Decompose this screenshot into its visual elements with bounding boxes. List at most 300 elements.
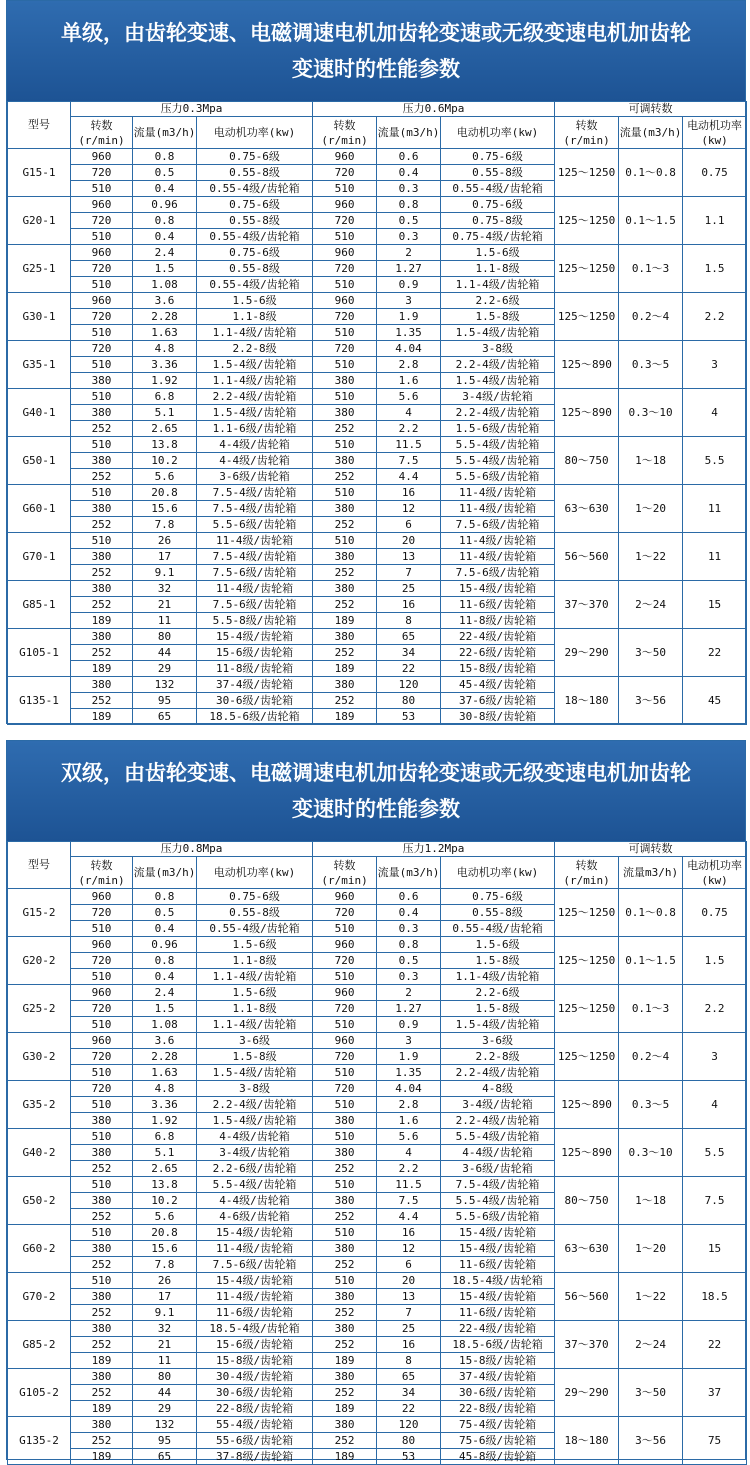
speed-cell: 380	[71, 501, 133, 517]
speed-cell: 510	[71, 969, 133, 985]
speed-cell: 960	[71, 937, 133, 953]
speed-cell: 189	[71, 709, 133, 725]
flow-cell: 95	[133, 693, 197, 709]
adj-flow-cell: 2～24	[619, 581, 683, 629]
table-row	[8, 1273, 747, 1289]
speed-cell: 960	[313, 197, 377, 213]
speed-cell: 252	[313, 693, 377, 709]
speed-cell: 252	[313, 1209, 377, 1225]
speed-cell: 960	[313, 1033, 377, 1049]
flow-cell: 0.4	[133, 921, 197, 937]
flow-cell: 20.8	[133, 485, 197, 501]
power-cell: 0.75-6级	[197, 245, 313, 261]
power-cell: 15-6级/齿轮箱	[197, 1337, 313, 1353]
flow-cell: 21	[133, 597, 197, 613]
power-cell: 3-6级/齿轮箱	[441, 1161, 555, 1177]
single-stage-panel	[6, 0, 746, 724]
flow-cell: 11	[133, 1353, 197, 1369]
flow-cell: 22	[377, 1401, 441, 1417]
table-row	[8, 389, 747, 405]
double-stage-body	[8, 889, 747, 1465]
speed-cell: 960	[313, 985, 377, 1001]
speed-cell: 510	[313, 485, 377, 501]
adj-flow-cell: 0.1～1.5	[619, 937, 683, 985]
header-flow: 流量(m3/h)	[133, 857, 197, 889]
power-cell: 2.2-6级/齿轮箱	[197, 1161, 313, 1177]
flow-cell: 1.08	[133, 1017, 197, 1033]
speed-cell: 380	[71, 405, 133, 421]
power-cell: 4-4级/齿轮箱	[197, 1193, 313, 1209]
speed-cell: 380	[71, 629, 133, 645]
power-cell: 2.2-4级/齿轮箱	[441, 405, 555, 421]
adj-flow-cell: 3～50	[619, 629, 683, 677]
power-cell: 2.2-8级	[197, 341, 313, 357]
table-row	[8, 1129, 747, 1145]
header-power: 电动机功率(kw)	[197, 117, 313, 149]
speed-cell: 380	[313, 1417, 377, 1433]
speed-cell: 720	[71, 261, 133, 277]
header-group-3: 可调转数	[555, 102, 747, 117]
adj-power-cell: 15	[683, 1225, 747, 1273]
power-cell: 22-4级/齿轮箱	[441, 629, 555, 645]
flow-cell: 16	[377, 1337, 441, 1353]
flow-cell: 5.6	[377, 389, 441, 405]
speed-cell: 960	[71, 149, 133, 165]
table-row	[8, 1081, 747, 1097]
speed-cell: 510	[313, 229, 377, 245]
power-cell: 0.55-8级	[197, 905, 313, 921]
model-cell: G60-2	[8, 1225, 71, 1273]
flow-cell: 20.8	[133, 1225, 197, 1241]
header-adj-flow: 流量m3/h)	[619, 857, 683, 889]
adj-flow-cell: 0.3～10	[619, 1129, 683, 1177]
flow-cell: 25	[377, 581, 441, 597]
power-cell: 55-4级/齿轮箱	[197, 1417, 313, 1433]
adj-flow-cell: 0.2～4	[619, 1033, 683, 1081]
table-row	[8, 149, 747, 165]
flow-cell: 80	[133, 629, 197, 645]
double-stage-panel	[6, 740, 746, 1463]
speed-cell: 960	[71, 1033, 133, 1049]
power-cell: 3-4级/齿轮箱	[441, 1097, 555, 1113]
speed-cell: 189	[313, 709, 377, 725]
table-row	[8, 437, 747, 453]
flow-cell: 3	[377, 293, 441, 309]
adj-power-cell: 5.5	[683, 437, 747, 485]
power-cell: 3-4级/齿轮箱	[197, 1145, 313, 1161]
speed-cell: 510	[313, 357, 377, 373]
speed-cell: 960	[71, 245, 133, 261]
flow-cell: 4.8	[133, 1081, 197, 1097]
table-row	[8, 1321, 747, 1337]
power-cell: 2.2-4级/齿轮箱	[197, 389, 313, 405]
adj-power-cell: 22	[683, 629, 747, 677]
speed-cell: 510	[313, 1177, 377, 1193]
header-speed: 转数(r/min)	[313, 857, 377, 889]
title-line-2: 变速时的性能参数	[292, 57, 460, 81]
power-cell: 1.5-6级	[197, 293, 313, 309]
speed-cell: 510	[313, 533, 377, 549]
power-cell: 18.5-4级/齿轮箱	[197, 1321, 313, 1337]
flow-cell: 0.6	[377, 149, 441, 165]
speed-cell: 252	[71, 597, 133, 613]
flow-cell: 11.5	[377, 1177, 441, 1193]
power-cell: 0.75-6级	[441, 197, 555, 213]
header-flow: 流量(m3/h)	[377, 117, 441, 149]
power-cell: 1.1-4级/齿轮箱	[441, 969, 555, 985]
power-cell: 45-4级/齿轮箱	[441, 677, 555, 693]
speed-cell: 252	[313, 1161, 377, 1177]
speed-cell: 380	[313, 1289, 377, 1305]
adj-speed-cell: 125～1250	[555, 985, 619, 1033]
speed-cell: 252	[71, 421, 133, 437]
table-row	[8, 485, 747, 501]
speed-cell: 510	[313, 437, 377, 453]
power-cell: 4-4级/齿轮箱	[197, 453, 313, 469]
speed-cell: 189	[71, 1401, 133, 1417]
header-adj-speed: 转数(r/min)	[555, 857, 619, 889]
header-group-1: 压力0.3Mpa	[71, 102, 313, 117]
speed-cell: 510	[71, 533, 133, 549]
flow-cell: 95	[133, 1433, 197, 1449]
header-power: 电动机功率(kw)	[441, 857, 555, 889]
adj-power-cell: 45	[683, 677, 747, 725]
adj-flow-cell: 0.1～3	[619, 985, 683, 1033]
speed-cell: 252	[313, 565, 377, 581]
adj-speed-cell: 125～1250	[555, 937, 619, 985]
adj-flow-cell: 0.1～0.8	[619, 149, 683, 197]
speed-cell: 720	[71, 165, 133, 181]
model-cell: G20-2	[8, 937, 71, 985]
flow-cell: 0.8	[377, 197, 441, 213]
flow-cell: 0.5	[377, 953, 441, 969]
adj-flow-cell: 0.1～1.5	[619, 197, 683, 245]
speed-cell: 720	[313, 341, 377, 357]
power-cell: 30-6级/齿轮箱	[197, 693, 313, 709]
adj-flow-cell: 0.2～4	[619, 293, 683, 341]
flow-cell: 13	[377, 1289, 441, 1305]
power-cell: 30-8级/齿轮箱	[441, 709, 555, 725]
adj-power-cell: 1.5	[683, 245, 747, 293]
speed-cell: 510	[313, 389, 377, 405]
adj-speed-cell: 125～890	[555, 341, 619, 389]
flow-cell: 5.1	[133, 1145, 197, 1161]
adj-power-cell: 15	[683, 581, 747, 629]
adj-speed-cell: 18～180	[555, 1417, 619, 1465]
flow-cell: 4	[377, 1145, 441, 1161]
table-row	[8, 1033, 747, 1049]
model-cell: G40-2	[8, 1129, 71, 1177]
adj-speed-cell: 80～750	[555, 437, 619, 485]
power-cell: 1.5-4级/齿轮箱	[197, 1065, 313, 1081]
power-cell: 0.75-6级	[197, 889, 313, 905]
table-row	[8, 197, 747, 213]
speed-cell: 720	[313, 1049, 377, 1065]
flow-cell: 65	[133, 1449, 197, 1465]
power-cell: 0.75-4级/齿轮箱	[441, 229, 555, 245]
header-power: 电动机功率(kw)	[441, 117, 555, 149]
flow-cell: 0.3	[377, 229, 441, 245]
flow-cell: 53	[377, 1449, 441, 1465]
power-cell: 3-6级	[197, 1033, 313, 1049]
speed-cell: 252	[313, 1305, 377, 1321]
speed-cell: 252	[71, 645, 133, 661]
power-cell: 11-4级/齿轮箱	[441, 533, 555, 549]
speed-cell: 380	[71, 453, 133, 469]
speed-cell: 510	[71, 357, 133, 373]
speed-cell: 510	[71, 1065, 133, 1081]
flow-cell: 3.36	[133, 357, 197, 373]
model-cell: G50-2	[8, 1177, 71, 1225]
flow-cell: 12	[377, 1241, 441, 1257]
power-cell: 7.5-4级/齿轮箱	[197, 549, 313, 565]
flow-cell: 80	[377, 693, 441, 709]
flow-cell: 0.96	[133, 937, 197, 953]
table-row	[8, 533, 747, 549]
flow-cell: 29	[133, 661, 197, 677]
speed-cell: 720	[71, 309, 133, 325]
adj-speed-cell: 37～370	[555, 581, 619, 629]
speed-cell: 720	[71, 213, 133, 229]
speed-cell: 189	[313, 1353, 377, 1369]
speed-cell: 510	[71, 437, 133, 453]
flow-cell: 7	[377, 565, 441, 581]
speed-cell: 380	[313, 1369, 377, 1385]
flow-cell: 0.3	[377, 181, 441, 197]
power-cell: 37-4级/齿轮箱	[197, 677, 313, 693]
speed-cell: 380	[313, 629, 377, 645]
flow-cell: 53	[377, 709, 441, 725]
power-cell: 7.5-6级/齿轮箱	[197, 1257, 313, 1273]
model-cell: G85-2	[8, 1321, 71, 1369]
power-cell: 1.5-4级/齿轮箱	[197, 1113, 313, 1129]
power-cell: 3-4级/齿轮箱	[441, 389, 555, 405]
speed-cell: 380	[313, 1145, 377, 1161]
power-cell: 15-4级/齿轮箱	[197, 1273, 313, 1289]
adj-power-cell: 4	[683, 1081, 747, 1129]
flow-cell: 4.8	[133, 341, 197, 357]
header-flow: 流量(m3/h)	[377, 857, 441, 889]
adj-speed-cell: 56～560	[555, 1273, 619, 1321]
speed-cell: 510	[313, 277, 377, 293]
flow-cell: 2.2	[377, 421, 441, 437]
flow-cell: 2.2	[377, 1161, 441, 1177]
table-row	[8, 293, 747, 309]
flow-cell: 0.4	[377, 165, 441, 181]
table-row	[8, 985, 747, 1001]
flow-cell: 8	[377, 613, 441, 629]
flow-cell: 0.8	[133, 889, 197, 905]
table-row	[8, 1369, 747, 1385]
speed-cell: 720	[71, 1081, 133, 1097]
power-cell: 1.5-4级/齿轮箱	[441, 1017, 555, 1033]
speed-cell: 252	[313, 1433, 377, 1449]
flow-cell: 5.6	[133, 1209, 197, 1225]
adj-speed-cell: 29～290	[555, 629, 619, 677]
model-cell: G50-1	[8, 437, 71, 485]
power-cell: 22-8级/齿轮箱	[197, 1401, 313, 1417]
speed-cell: 510	[71, 1017, 133, 1033]
power-cell: 5.5-4级/齿轮箱	[441, 453, 555, 469]
power-cell: 1.1-8级	[197, 309, 313, 325]
power-cell: 5.5-6级/齿轮箱	[441, 1209, 555, 1225]
power-cell: 18.5-6级/齿轮箱	[441, 1337, 555, 1353]
power-cell: 1.5-8级	[441, 309, 555, 325]
power-cell: 11-4级/齿轮箱	[197, 1241, 313, 1257]
power-cell: 75-6级/齿轮箱	[441, 1433, 555, 1449]
flow-cell: 0.5	[133, 165, 197, 181]
speed-cell: 189	[313, 613, 377, 629]
power-cell: 11-4级/齿轮箱	[197, 581, 313, 597]
speed-cell: 510	[313, 969, 377, 985]
power-cell: 1.5-8级	[441, 1001, 555, 1017]
flow-cell: 2.65	[133, 421, 197, 437]
power-cell: 1.1-8级	[197, 953, 313, 969]
power-cell: 11-4级/齿轮箱	[441, 501, 555, 517]
power-cell: 1.5-6级	[441, 937, 555, 953]
speed-cell: 510	[71, 325, 133, 341]
adj-speed-cell: 29～290	[555, 1369, 619, 1417]
adj-power-cell: 0.75	[683, 889, 747, 937]
speed-cell: 960	[71, 197, 133, 213]
power-cell: 1.5-8级	[197, 1049, 313, 1065]
power-cell: 1.1-4级/齿轮箱	[197, 325, 313, 341]
adj-speed-cell: 125～1250	[555, 293, 619, 341]
adj-power-cell: 2.2	[683, 293, 747, 341]
flow-cell: 1.35	[377, 1065, 441, 1081]
adj-power-cell: 37	[683, 1369, 747, 1417]
flow-cell: 4	[377, 405, 441, 421]
power-cell: 1.5-6级/齿轮箱	[441, 421, 555, 437]
power-cell: 1.1-4级/齿轮箱	[197, 373, 313, 389]
speed-cell: 189	[71, 1353, 133, 1369]
power-cell: 11-6级/齿轮箱	[441, 1305, 555, 1321]
adj-power-cell: 11	[683, 485, 747, 533]
power-cell: 7.5-6级/齿轮箱	[197, 565, 313, 581]
speed-cell: 252	[71, 1337, 133, 1353]
model-cell: G15-1	[8, 149, 71, 197]
power-cell: 15-4级/齿轮箱	[441, 1241, 555, 1257]
power-cell: 4-4级/齿轮箱	[197, 437, 313, 453]
flow-cell: 5.6	[133, 469, 197, 485]
speed-cell: 252	[71, 1257, 133, 1273]
adj-flow-cell: 1～20	[619, 485, 683, 533]
flow-cell: 120	[377, 677, 441, 693]
header-flow: 流量(m3/h)	[133, 117, 197, 149]
power-cell: 15-4级/齿轮箱	[441, 1225, 555, 1241]
speed-cell: 720	[71, 905, 133, 921]
model-cell: G40-1	[8, 389, 71, 437]
table-row	[8, 581, 747, 597]
flow-cell: 7.8	[133, 1257, 197, 1273]
adj-flow-cell: 0.1～3	[619, 245, 683, 293]
speed-cell: 252	[71, 517, 133, 533]
power-cell: 1.1-6级/齿轮箱	[197, 421, 313, 437]
power-cell: 3-6级	[441, 1033, 555, 1049]
adj-speed-cell: 125～890	[555, 1129, 619, 1177]
adj-speed-cell: 37～370	[555, 1321, 619, 1369]
power-cell: 1.1-4级/齿轮箱	[197, 1017, 313, 1033]
power-cell: 1.5-8级	[441, 953, 555, 969]
power-cell: 2.2-4级/齿轮箱	[197, 1097, 313, 1113]
speed-cell: 510	[71, 1129, 133, 1145]
power-cell: 37-4级/齿轮箱	[441, 1369, 555, 1385]
speed-cell: 380	[71, 581, 133, 597]
power-cell: 7.5-4级/齿轮箱	[441, 1177, 555, 1193]
speed-cell: 720	[313, 213, 377, 229]
power-cell: 0.55-4级/齿轮箱	[197, 181, 313, 197]
flow-cell: 1.92	[133, 373, 197, 389]
power-cell: 3-8级	[441, 341, 555, 357]
flow-cell: 0.6	[377, 889, 441, 905]
adj-flow-cell: 0.3～5	[619, 1081, 683, 1129]
power-cell: 45-8级/齿轮箱	[441, 1449, 555, 1465]
table-row	[8, 245, 747, 261]
flow-cell: 7.5	[377, 453, 441, 469]
power-cell: 5.5-4级/齿轮箱	[441, 1193, 555, 1209]
speed-cell: 510	[71, 485, 133, 501]
power-cell: 22-4级/齿轮箱	[441, 1321, 555, 1337]
speed-cell: 252	[313, 1257, 377, 1273]
flow-cell: 11.5	[377, 437, 441, 453]
flow-cell: 16	[377, 1225, 441, 1241]
flow-cell: 2.65	[133, 1161, 197, 1177]
power-cell: 2.2-4级/齿轮箱	[441, 1065, 555, 1081]
flow-cell: 0.8	[133, 953, 197, 969]
power-cell: 4-6级/齿轮箱	[197, 1209, 313, 1225]
power-cell: 11-6级/齿轮箱	[197, 1305, 313, 1321]
model-cell: G70-2	[8, 1273, 71, 1321]
flow-cell: 0.5	[377, 213, 441, 229]
speed-cell: 960	[313, 149, 377, 165]
flow-cell: 2.4	[133, 245, 197, 261]
flow-cell: 65	[377, 1369, 441, 1385]
flow-cell: 12	[377, 501, 441, 517]
header-adj-flow: 流量(m3/h)	[619, 117, 683, 149]
adj-power-cell: 18.5	[683, 1273, 747, 1321]
flow-cell: 6	[377, 517, 441, 533]
header-adj-power: 电动机功率(kw)	[683, 117, 747, 149]
flow-cell: 3.6	[133, 1033, 197, 1049]
flow-cell: 1.9	[377, 1049, 441, 1065]
speed-cell: 252	[71, 1161, 133, 1177]
table-row	[8, 341, 747, 357]
speed-cell: 510	[71, 181, 133, 197]
flow-cell: 15.6	[133, 501, 197, 517]
speed-cell: 252	[313, 597, 377, 613]
flow-cell: 16	[377, 485, 441, 501]
speed-cell: 380	[313, 549, 377, 565]
adj-power-cell: 4	[683, 389, 747, 437]
model-cell: G35-1	[8, 341, 71, 389]
power-cell: 11-4级/齿轮箱	[197, 533, 313, 549]
title-line-1: 双级，由齿轮变速、电磁调速电机加齿轮变速或无级变速电机加齿轮	[61, 761, 691, 785]
power-cell: 37-6级/齿轮箱	[441, 693, 555, 709]
speed-cell: 510	[313, 921, 377, 937]
table-row	[8, 1225, 747, 1241]
flow-cell: 5.6	[377, 1129, 441, 1145]
power-cell: 2.2-4级/齿轮箱	[441, 357, 555, 373]
model-cell: G105-2	[8, 1369, 71, 1417]
power-cell: 0.55-8级	[197, 261, 313, 277]
adj-power-cell: 1.1	[683, 197, 747, 245]
flow-cell: 2	[377, 985, 441, 1001]
power-cell: 0.55-8级	[441, 905, 555, 921]
power-cell: 1.1-8级	[197, 1001, 313, 1017]
power-cell: 0.55-4级/齿轮箱	[441, 921, 555, 937]
speed-cell: 960	[71, 985, 133, 1001]
speed-cell: 252	[313, 469, 377, 485]
